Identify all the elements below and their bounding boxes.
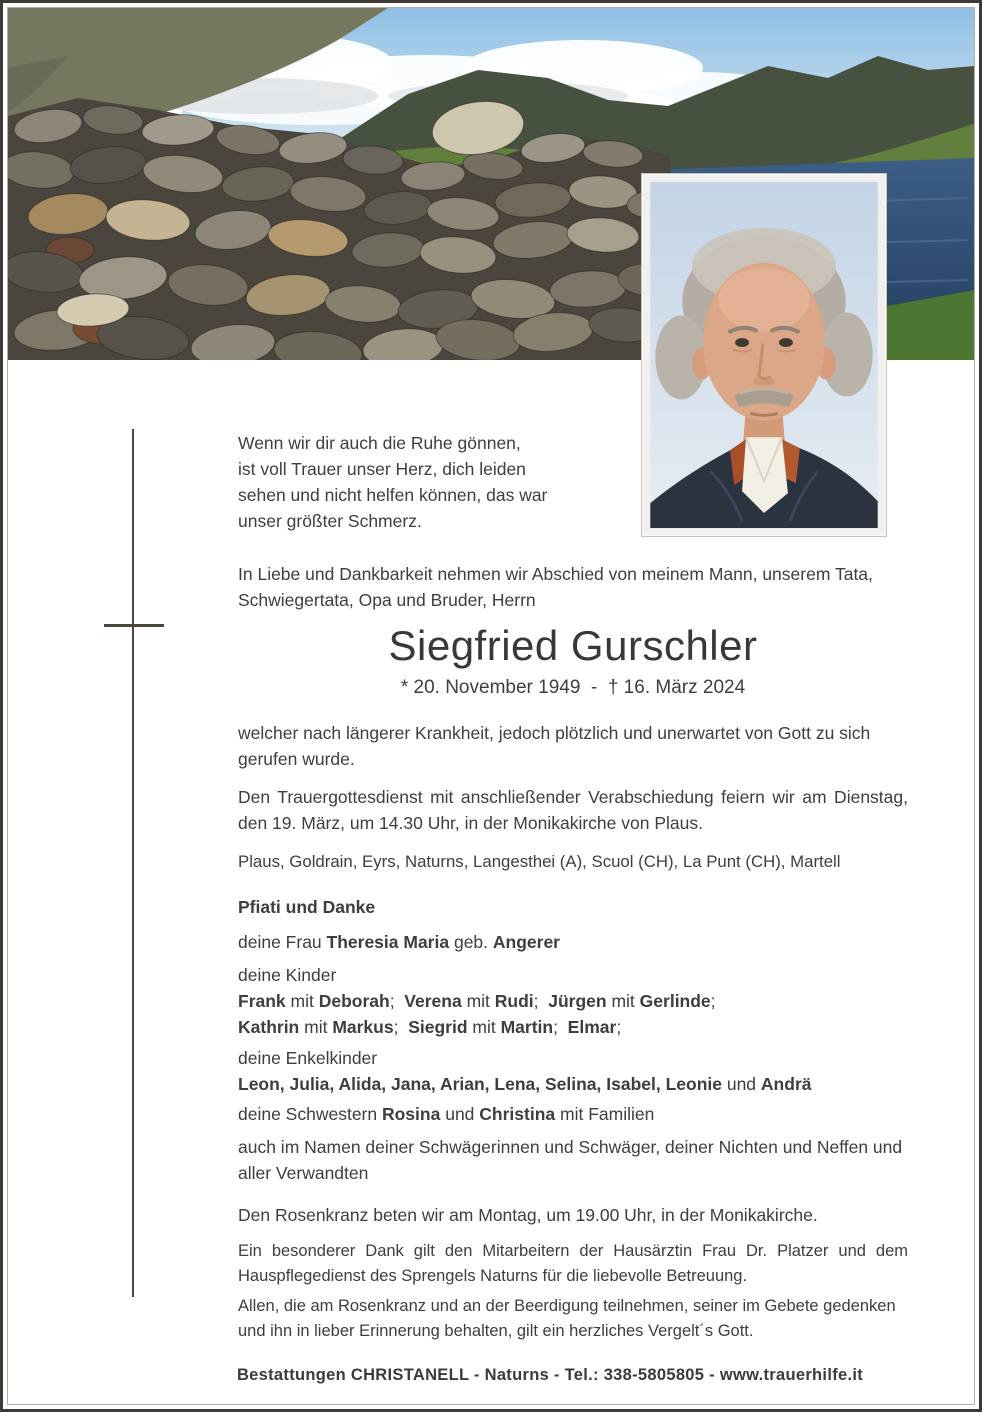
text-segment: mit: [285, 991, 319, 1011]
life-dates: * 20. November 1949 - † 16. März 2024: [400, 677, 746, 698]
name-bold: Markus: [332, 1017, 394, 1037]
text-segment: ;: [533, 991, 549, 1011]
name-bold: Gerlinde: [639, 991, 711, 1011]
deceased-name: Siegfried Gurschler: [388, 622, 758, 669]
mourning-poem: [238, 430, 908, 534]
relatives-paragraph: auch im Namen deiner Schwägerinnen und Schwäger, deiner Nichten und Neffen und aller Verwandten: [238, 1137, 903, 1183]
grandchildren-line: [238, 1071, 908, 1097]
thanks-paragraph: Ein besonderer Dank gilt den Mitarbeitern der Hausärztin Frau Dr. Platzer und dem Hauspflegedienst des Sprengels Naturns für die liebevolle Betreuung.: [238, 1242, 908, 1285]
passing-paragraph: welcher nach längerer Krankheit, jedoch plötzlich und unerwartet von Gott zu sich gerufen wurde.: [238, 723, 871, 769]
text-segment: geb.: [449, 932, 493, 952]
name-bold: Frank: [238, 991, 286, 1011]
children-section: [238, 962, 908, 1040]
name-bold: Christina: [479, 1104, 556, 1124]
text-segment: ;: [393, 1017, 409, 1037]
name-bold: Leon, Julia, Alida, Jana, Arian, Lena, Selina, Isabel, Leonie: [238, 1074, 722, 1094]
name-block: [238, 622, 908, 700]
text-segment: deine Schwestern: [238, 1104, 382, 1124]
text-line: Wenn wir dir auch die Ruhe gönnen,: [238, 433, 521, 453]
funeral-home-footer: Bestattungen CHRISTANELL - Naturns - Tel.: 338-5805805 - www.trauerhilfe.it: [236, 1366, 864, 1384]
name-bold: Jürgen: [548, 991, 607, 1011]
text-segment: ;: [710, 991, 716, 1011]
text-line: ist voll Trauer unser Herz, dich leiden: [238, 459, 526, 479]
rosary-paragraph: Den Rosenkranz beten wir am Montag, um 19.00 Uhr, in der Monikakirche.: [238, 1205, 818, 1225]
name-bold: Martin: [500, 1017, 554, 1037]
name-bold: Theresia Maria: [326, 932, 450, 952]
name-bold: Siegrid: [408, 1017, 468, 1037]
children-line: [238, 1014, 908, 1040]
text-segment: und: [721, 1074, 761, 1094]
name-bold: Kathrin: [238, 1017, 300, 1037]
text-segment: ;: [553, 1017, 568, 1037]
memorial-cross-bar: [104, 624, 164, 627]
name-bold: Andrä: [760, 1074, 812, 1094]
name-bold: Rudi: [494, 991, 534, 1011]
sisters-line: [238, 1101, 908, 1127]
grandchildren-label: deine Enkelkinder: [238, 1048, 378, 1068]
text-segment: ;: [616, 1017, 622, 1037]
text-segment: mit: [461, 991, 495, 1011]
text-segment: und: [440, 1104, 480, 1124]
card-inner-border: [7, 7, 975, 1405]
wife-line: [238, 929, 908, 955]
text-segment: ;: [389, 991, 405, 1011]
text-segment: mit: [299, 1017, 333, 1037]
text-line: sehen und nicht helfen können, das war: [238, 485, 548, 505]
text-line: unser größter Schmerz.: [238, 511, 422, 531]
children-label: deine Kinder: [238, 965, 337, 985]
name-bold: Verena: [404, 991, 462, 1011]
farewell-line: Pfiati und Danke: [238, 897, 376, 917]
children-line: [238, 988, 908, 1014]
text-segment: mit Familien: [555, 1104, 655, 1124]
name-bold: Rosina: [381, 1104, 441, 1124]
memorial-cross: [132, 429, 134, 1297]
name-bold: Deborah: [318, 991, 390, 1011]
name-bold: Angerer: [492, 932, 560, 952]
text-segment: mit: [606, 991, 640, 1011]
condolence-paragraph: Allen, die am Rosenkranz und an der Beerdigung teilnehmen, seiner im Gebete gedenken und ihn in lieber Erinnerung behalten, gilt ein herzliches Vergelt´s Gott.: [238, 1297, 896, 1340]
places-line: Plaus, Goldrain, Eyrs, Naturns, Langesthei (A), Scuol (CH), La Punt (CH), Martell: [238, 852, 841, 871]
funeral-service-paragraph: Den Trauergottesdienst mit anschließender Verabschiedung feiern wir am Dienstag, den 19. März, um 14.30 Uhr, in der Monikakirche von Plaus.: [238, 787, 908, 833]
text-segment: mit: [467, 1017, 501, 1037]
text-segment: deine Frau: [238, 932, 327, 952]
intro-paragraph: In Liebe und Dankbarkeit nehmen wir Abschied von meinem Mann, unserem Tata, Schwiegertata, Opa und Bruder, Herrn: [238, 564, 873, 610]
grandchildren-section: [238, 1045, 908, 1097]
name-bold: Elmar: [567, 1017, 617, 1037]
